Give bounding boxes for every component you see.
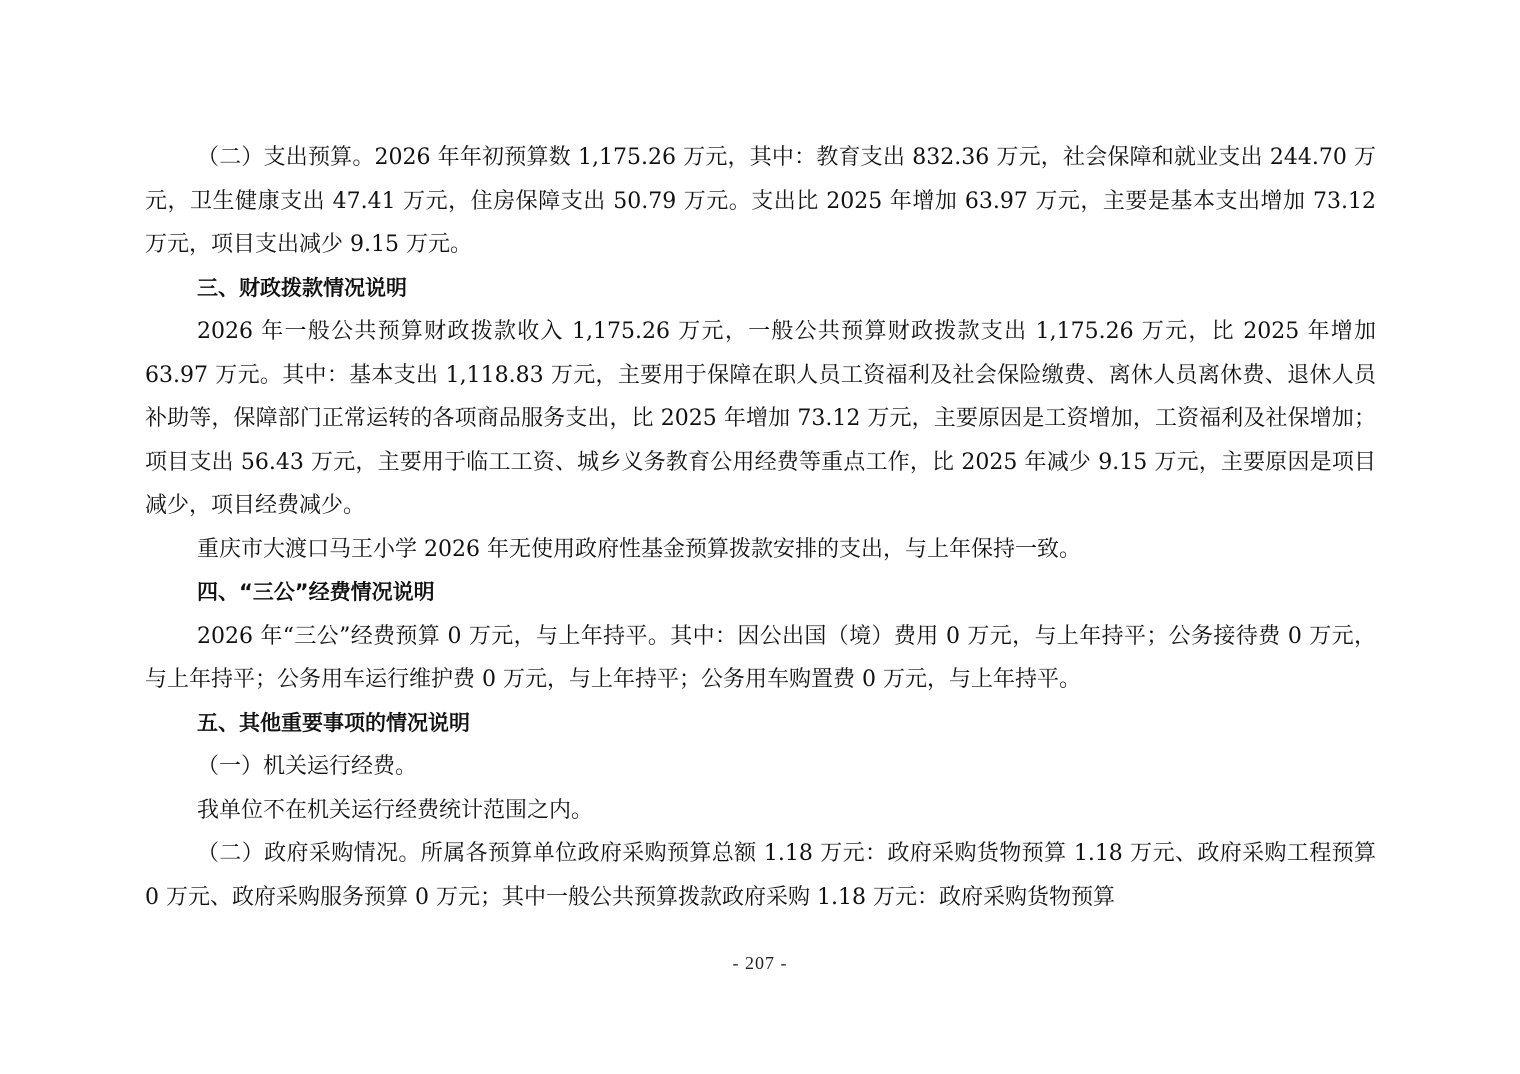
section-heading-other-matters: 五、其他重要事项的情况说明 <box>197 710 470 735</box>
page-number: - 207 - <box>732 953 788 973</box>
paragraph-operating-expenses-title: （一）机关运行经费。 <box>197 754 418 779</box>
paragraph-operating-expenses: 我单位不在机关运行经费统计范围之内。 <box>197 797 594 823</box>
section-heading-fiscal-appropriation: 三、财政拨款情况说明 <box>197 275 407 300</box>
paragraph-fiscal-appropriation: 2026 年一般公共预算财政拨款收入 1,175.26 万元，一般公共预算财政拨款支出 1,175.26 万元，比 2025 年增加 63.97 万元。其中：基本支出 1,118.83 万元，主要用于保障在职人员工资福利及社会保险缴费、离休人员离休费、退休人员补助等，保障部门正常运转的各项商品服务支出，比 2025 年增加 73.12 万元，主要原因是工资增加，工资福利及社保增加；项目支出 56.43 万元，主要用于临工工资、城乡义务教育公用经费等重点工作，比 2025 年减少 9.15 万元，主要原因是项目减少，项目经费减少。 <box>145 319 1376 518</box>
paragraph-government-procurement: （二）政府采购情况。所属各预算单位政府采购预算总额 1.18 万元：政府采购货物预算 1.18 万元、政府采购工程预算 0 万元、政府采购服务预算 0 万元；其中一般公共预算拨款政府采购 1.18 万元：政府采购货物预算 <box>145 841 1376 910</box>
document-body <box>145 136 1376 919</box>
paragraph-government-fund: 重庆市大渡口马王小学 2026 年无使用政府性基金预算拨款安排的支出，与上年保持一致。 <box>197 536 1081 562</box>
section-heading-three-public-expenses: 四、“三公”经费情况说明 <box>197 580 435 604</box>
paragraph-three-public-expenses: 2026 年“三公”经费预算 0 万元，与上年持平。其中：因公出国（境）费用 0 万元，与上年持平；公务接待费 0 万元，与上年持平；公务用车运行维护费 0 万元，与上年持平；公务用车购置费 0 万元，与上年持平。 <box>145 623 1376 692</box>
paragraph-expenditure-budget: （二）支出预算。2026 年年初预算数 1,175.26 万元，其中：教育支出 832.36 万元，社会保障和就业支出 244.70 万元，卫生健康支出 47.41 万元，住房保障支出 50.79 万元。支出比 2025 年增加 63.97 万元，主要是基本支出增加 73.12 万元，项目支出减少 9.15 万元。 <box>145 145 1376 257</box>
